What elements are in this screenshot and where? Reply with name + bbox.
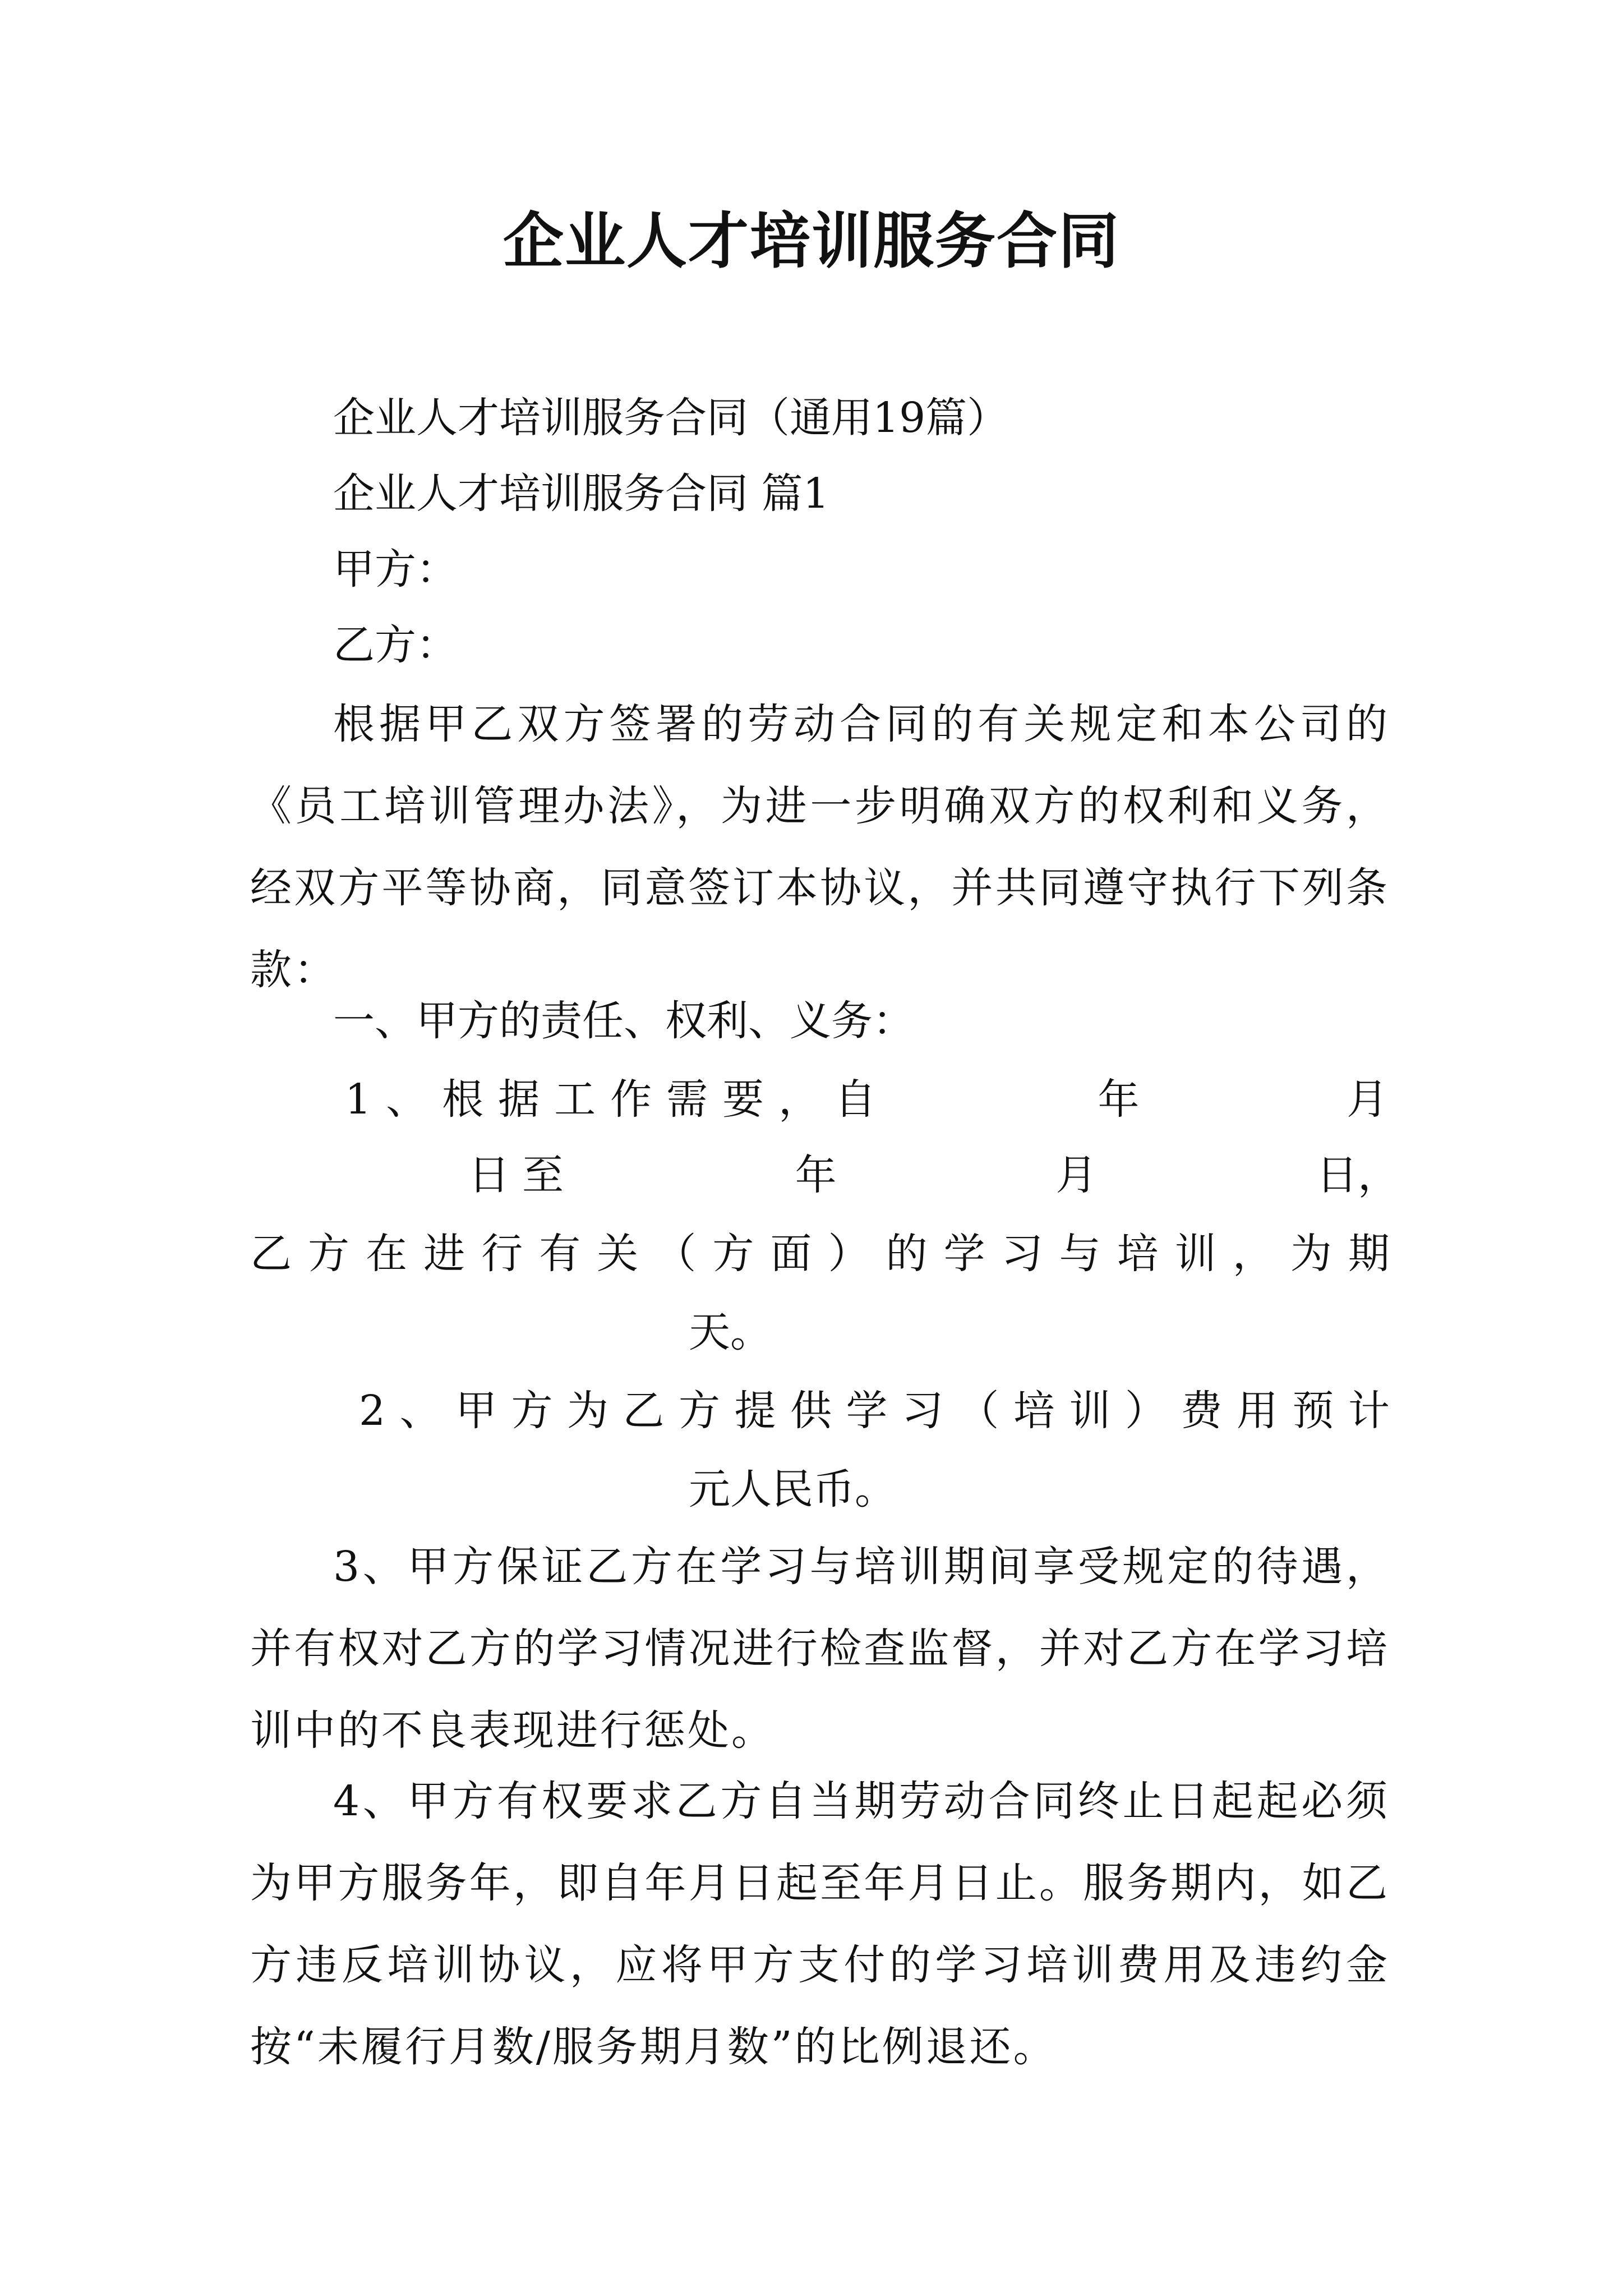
item2-line1-char: 用 xyxy=(1236,1387,1278,1435)
item1-line3-char: ） xyxy=(828,1230,870,1278)
item2-line1-char: 费 xyxy=(1181,1387,1223,1435)
item1-line1 xyxy=(345,1071,1388,1128)
item2-line1-char: 学 xyxy=(846,1387,888,1435)
item1-line3-char: 与 xyxy=(1059,1230,1101,1278)
item1-line2-part: 日至 xyxy=(468,1151,576,1199)
item1-line3-char: 有 xyxy=(539,1230,581,1278)
item1-line1-part: 月 xyxy=(1347,1075,1388,1124)
item2-line1-char: 方 xyxy=(679,1387,720,1435)
item2-line1-char: 计 xyxy=(1348,1387,1390,1435)
item2-line1-char: （ xyxy=(957,1387,999,1435)
item1-line3-char: 关 xyxy=(597,1230,639,1278)
item1-line3-char: 方 xyxy=(308,1230,350,1278)
item1-line3-char: 习 xyxy=(1001,1230,1043,1278)
item2-line1-char: 2 xyxy=(359,1387,386,1435)
item2-line1-char: 甲 xyxy=(455,1387,497,1435)
item4-paragraph: 4、甲方有权要求乙方自当期劳动合同终止日起起必须为甲方服务年，即自年月日起至年月日止。服务期内，如乙方违反培训协议，应将甲方支付的学习培训费用及违约金按“未履行月数/服务期月数”的比例退还。 xyxy=(250,1777,1390,2071)
item1-line3 xyxy=(250,1226,1390,1282)
item1-line3-char: 进 xyxy=(423,1230,465,1278)
document-subtitle: 企业人才培训服务合同（通用19篇） xyxy=(333,394,1009,442)
party-a-label: 甲方： xyxy=(333,545,458,593)
item1-line3-char: 行 xyxy=(481,1230,523,1278)
item2-line1-char: ） xyxy=(1124,1387,1166,1435)
party-b-label: 乙方： xyxy=(333,621,458,669)
document-title: 企业人才培训服务合同 xyxy=(502,206,1120,277)
item2-line1-char: 乙 xyxy=(623,1387,665,1435)
intro-paragraph: 根据甲乙双方签署的劳动合同的有关规定和本公司的《员工培训管理办法》，为进一步明确双方的权利和义务，经双方平等协商，同意签订本协议，并共同遵守执行下列条款： xyxy=(250,700,1390,994)
item1-line3-char: 学 xyxy=(943,1230,985,1278)
item1-line2 xyxy=(468,1147,1399,1203)
item2-line1-char: 方 xyxy=(511,1387,553,1435)
item1-line3-char: 期 xyxy=(1348,1230,1390,1278)
item1-line3-char: 培 xyxy=(1117,1230,1159,1278)
item2-line1-char: 为 xyxy=(567,1387,609,1435)
heading-party-a-duties: 一、甲方的责任、权利、义务： xyxy=(333,997,914,1045)
item1-line2-part: 年 xyxy=(795,1151,837,1199)
item2-line1 xyxy=(359,1383,1390,1439)
item2-line1-char: 训 xyxy=(1069,1387,1111,1435)
item1-line3-char: 在 xyxy=(366,1230,408,1278)
item1-line2-part: 月 xyxy=(1055,1151,1098,1199)
item1-line2-part: 日， xyxy=(1316,1151,1399,1199)
item2-line1-char: 、 xyxy=(399,1387,441,1435)
item2-line2: 元人民币。 xyxy=(689,1465,896,1513)
section-heading: 企业人才培训服务合同 篇1 xyxy=(333,470,829,518)
item2-line1-char: 培 xyxy=(1013,1387,1055,1435)
item1-line3-char: 为 xyxy=(1290,1230,1332,1278)
item2-line1-char: 提 xyxy=(734,1387,776,1435)
item1-line3-char: 的 xyxy=(886,1230,928,1278)
item2-line1-char: 习 xyxy=(901,1387,943,1435)
item1-line3-char: （ xyxy=(654,1230,697,1278)
item3-paragraph: 3、甲方保证乙方在学习与培训期间享受规定的待遇，并有权对乙方的学习情况进行检查监督，并对乙方在学习培训中的不良表现进行惩处。 xyxy=(250,1543,1390,1755)
item1-line3-char: 面 xyxy=(770,1230,812,1278)
item2-line1-char: 供 xyxy=(790,1387,832,1435)
item1-line3-char: 乙 xyxy=(250,1230,292,1278)
item2-line1-char: 预 xyxy=(1292,1387,1334,1435)
item1-line3-char: 方 xyxy=(712,1230,754,1278)
item1-line1-part: 年 xyxy=(1098,1075,1140,1124)
item1-line1-part: 1、根据工作需要，自 xyxy=(345,1075,891,1124)
item1-line3-char: ， xyxy=(1232,1230,1274,1278)
item1-line4: 天。 xyxy=(689,1308,772,1356)
item1-line3-char: 训 xyxy=(1174,1230,1216,1278)
